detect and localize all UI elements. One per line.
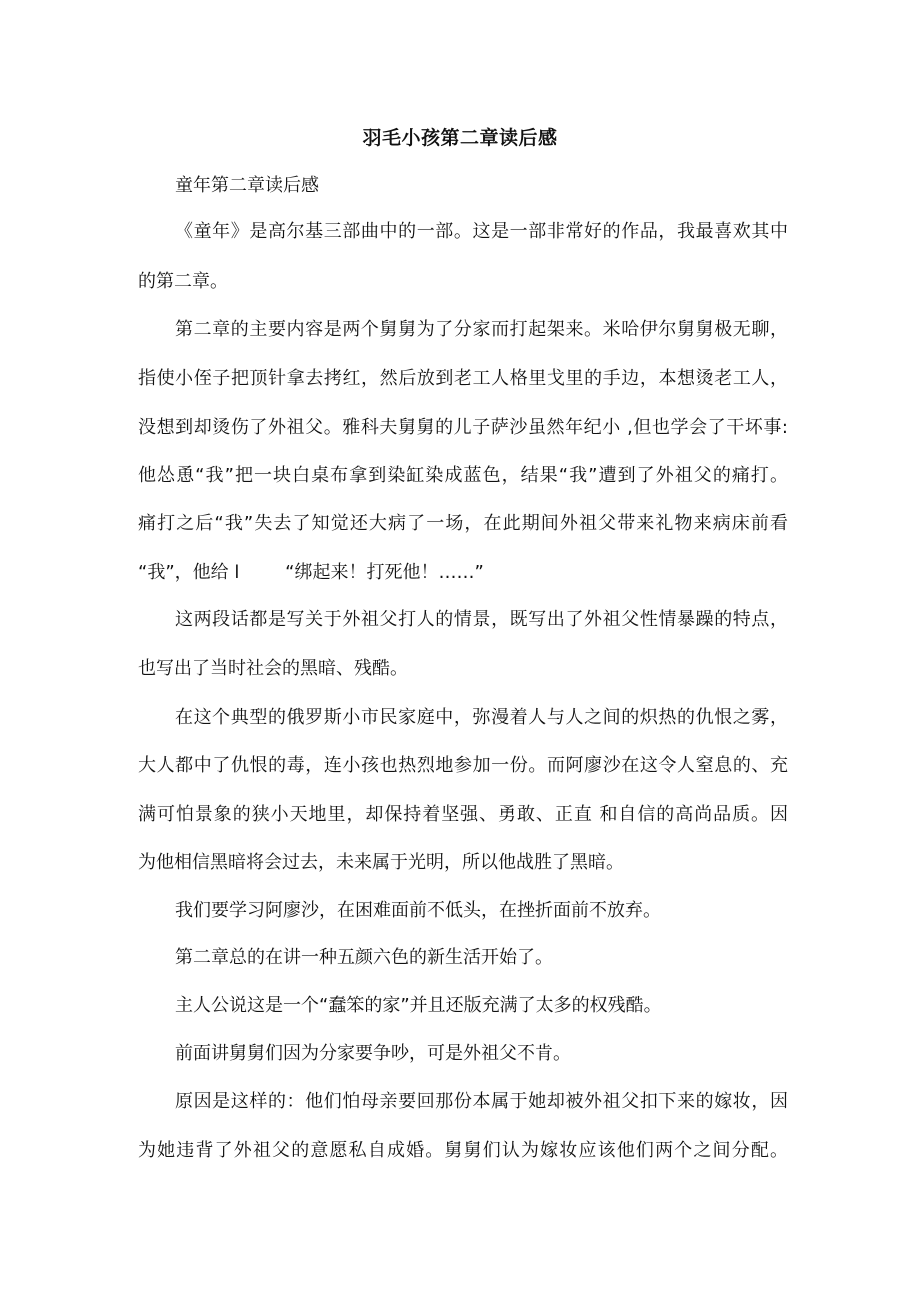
paragraph-line: 前面讲舅舅们因为分家要争吵，可是外祖父不肯。 xyxy=(175,1043,571,1064)
paragraph-line: 第二章总的在讲一种五颜六色的新生活开始了。 xyxy=(175,947,553,968)
paragraph-line: 没想到却烫伤了外祖父。雅科夫舅舅的儿子萨沙虽然年纪小 ,但也学会了干坏事: xyxy=(138,417,788,438)
paragraph-line: 《童年》是高尔基三部曲中的一部。这是一部非常好的作品，我最喜欢其中 xyxy=(175,221,788,242)
document-title: 羽毛小孩第二章读后感 xyxy=(362,127,558,149)
paragraph-line: 大人都中了仇恨的毒，连小孩也热烈地参加一份。而阿廖沙在这令人窒息的、充 xyxy=(138,755,788,776)
paragraph-line: 也写出了当时社会的黑暗、残酷。 xyxy=(138,658,408,679)
paragraph-line: 指使小侄子把顶针拿去拷红，然后放到老工人格里戈里的手边，本想烫老工人， xyxy=(138,368,788,389)
paragraph-line: 痛打之后“我”失去了知觉还大病了一场，在此期间外祖父带来礼物来病床前看 xyxy=(138,513,788,534)
paragraph-line: 主人公说这是一个“蠢笨的家”并且还版充满了太多的权残酷。 xyxy=(175,995,662,1016)
paragraph-line: 原因是这样的：他们怕母亲要回那份本属于她却被外祖父扣下来的嫁妆，因 xyxy=(175,1091,788,1112)
subtitle-line: 童年第二章读后感 xyxy=(175,175,319,196)
paragraph-line: 的第二章。 xyxy=(138,271,228,292)
paragraph-line: 他怂恿“我”把一块白桌布拿到染缸染成蓝色，结果“我”遭到了外祖父的痛打。 xyxy=(138,465,788,486)
paragraph-line: 这两段话都是写关于外祖父打人的情景，既写出了外祖父性情暴躁的特点， xyxy=(175,609,788,630)
paragraph-line: 为她违背了外祖父的意愿私自成婚。舅舅们认为嫁妆应该他们两个之间分配。 xyxy=(138,1140,788,1161)
paragraph-line: 满可怕景象的狭小天地里，却保持着坚强、勇敢、正直 和自信的高尚品质。因 xyxy=(138,804,788,825)
paragraph-line: “我”，他给 l “绑起来！打死他！……” xyxy=(138,562,484,583)
paragraph-line: 第二章的主要内容是两个舅舅为了分家而打起架来。米哈伊尔舅舅极无聊， xyxy=(175,319,788,340)
paragraph-line: 为他相信黑暗将会过去，未来属于光明，所以他战胜了黑暗。 xyxy=(138,852,624,873)
paragraph-line: 在这个典型的俄罗斯小市民家庭中，弥漫着人与人之间的炽热的仇恨之雾， xyxy=(175,707,788,728)
paragraph-line: 我们要学习阿廖沙，在困难面前不低头，在挫折面前不放弃。 xyxy=(175,900,661,921)
